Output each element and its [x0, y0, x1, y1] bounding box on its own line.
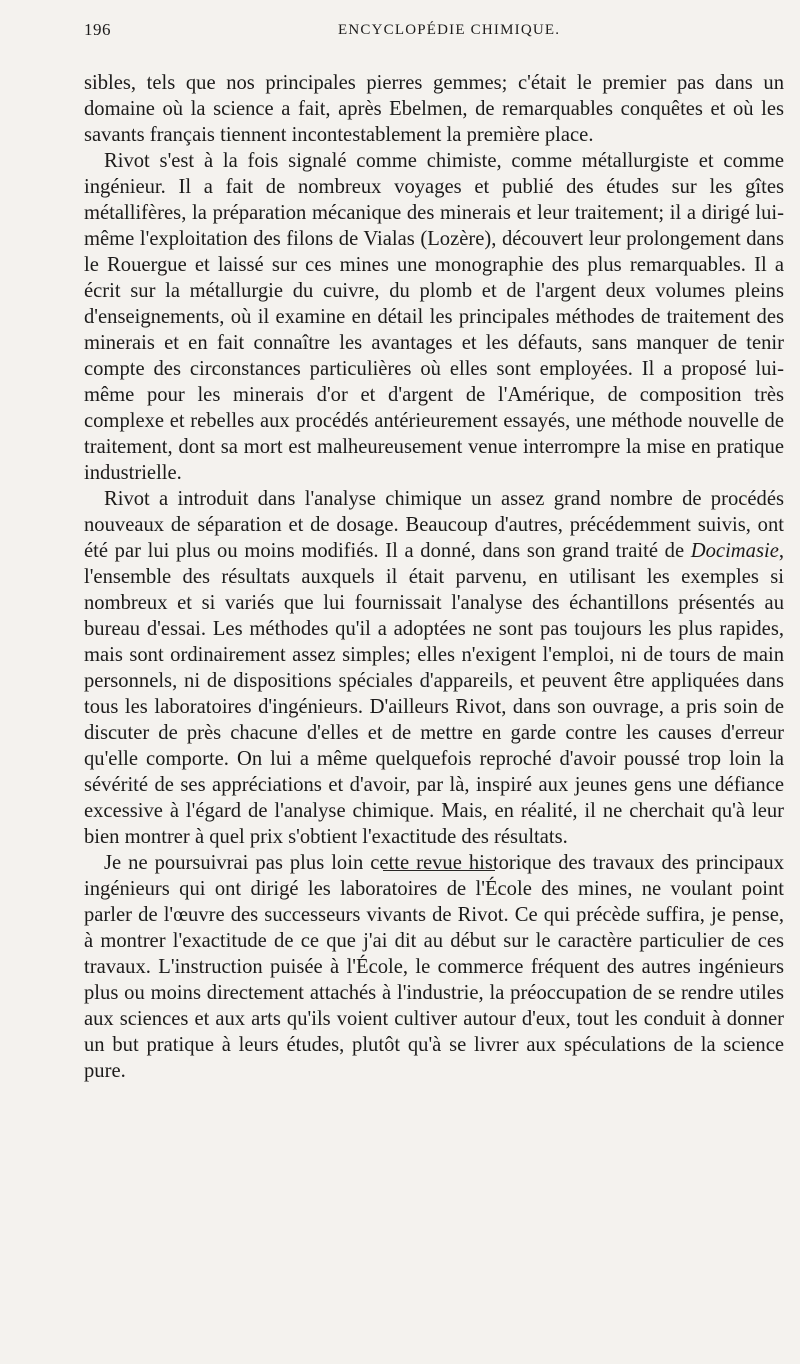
- page-number: 196: [84, 20, 111, 39]
- closing-rule: [383, 870, 495, 871]
- paragraph-rivot-analysis-start: Rivot a introduit dans l'analyse chimique un assez grand nombre de procédés nouveaux de séparation et de dosage. Beaucoup d'autres, précédemment suivis, ont été par lui plus ou moins modifiés. Il a donné, dans son grand traité de: [84, 488, 784, 562]
- paragraph-conclusion: Je ne poursuivrai pas plus loin cette revue historique des travaux des principaux ingénieurs qui ont dirigé les laboratoires de l'École des mines, ne voulant point parler de l'œuvre des successeurs vivants de Rivot. Ce qui précède suffira, je pense, à montrer l'exactitude de ce que j'ai dit au début sur le caractère particulier de ces travaux. L'instruction puisée à l'École, le commerce fréquent des autres ingénieurs plus ou moins directement attachés à l'industrie, la préoccupation de se rendre utiles aux sciences et aux arts qu'ils voient cultiver autour d'eux, tout les conduit à donner un but pratique à leurs études, plutôt qu'à se livrer aux spéculations de la science pure.: [84, 852, 784, 1082]
- paragraph-rivot-analysis-end: , l'ensemble des résultats auxquels il était parvenu, en utilisant les exemples si nombreux et si variés que lui fournissait l'analyse des échantillons présentés au bureau d'essai. Les méthodes qu'il a adoptées ne sont pas toujours les plus rapides, mais sont ordinairement assez simples; elles n'exigent l'emploi, ni de tours de main personnels, ni de dispositions spéciales d'appareils, et peuvent être appliquées dans tous les laboratoires d'ingénieurs. D'ailleurs Rivot, dans son ouvrage, a pris soin de discuter de près chacune d'elles et de mettre en garde contre les causes d'erreur qu'elle comporte. On lui a même quelquefois reproché d'avoir poussé trop loin la sévérité de ses appréciations et d'avoir, par là, inspiré aux jeunes gens une défiance excessive à l'égard de l'analyse chimique. Mais, en réalité, il ne cherchait qu'à leur bien montrer à quel prix s'obtient l'exactitude des résultats.: [84, 540, 784, 848]
- running-header: [0, 20, 800, 44]
- body-text: [84, 70, 784, 1084]
- docimasie-title: Docimasie: [690, 540, 779, 562]
- running-title: ENCYCLOPÉDIE CHIMIQUE.: [338, 22, 561, 38]
- paragraph-continuation: sibles, tels que nos principales pierres gemmes; c'était le premier pas dans un domaine où la science a fait, après Ebelmen, de remarquables conquêtes et où les savants français tiennent incontestablement la première place.: [84, 72, 784, 146]
- paragraph-rivot-analysis: [84, 486, 784, 850]
- paragraph-rivot-career: Rivot s'est à la fois signalé comme chimiste, comme métallurgiste et comme ingénieur. Il a fait de nombreux voyages et publié des études sur les gîtes métallifères, la préparation mécanique des minerais et leur traitement; il a dirigé lui-même l'exploitation des filons de Vialas (Lozère), découvert leur prolongement dans le Rouergue et laissé sur ces mines une monographie des plus remarquables. Il a écrit sur la métallurgie du cuivre, du plomb et de l'argent deux volumes pleins d'enseignements, où il examine en détail les principales méthodes de traitement des minerais et en fait connaître les avantages et les défauts, sans manquer de tenir compte des circonstances particulières où elles sont employées. Il a proposé lui-même pour les minerais d'or et d'argent de l'Amérique, de composition très complexe et rebelles aux procédés antérieurement essayés, une méthode nouvelle de traitement, dont sa mort est malheureusement venue interrompre la mise en pratique industrielle.: [84, 150, 784, 484]
